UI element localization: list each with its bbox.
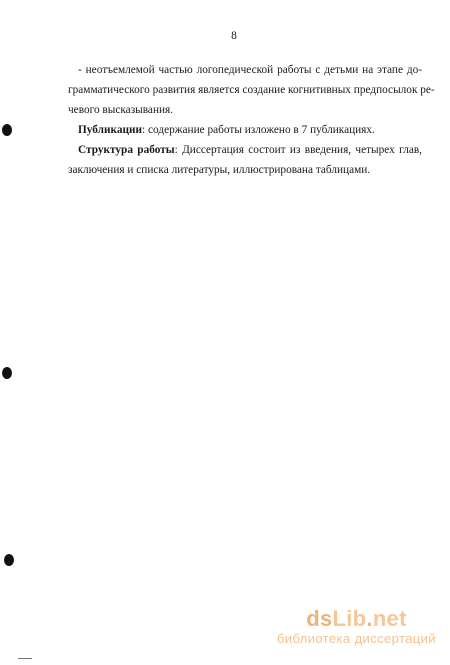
- text-line: грамматического развития является создание когнитивных предпосылок ре-: [68, 84, 435, 96]
- publications-text: : содержание работы изложено в 7 публикациях.: [142, 124, 375, 136]
- punch-hole: [4, 554, 14, 566]
- text-line: заключения и списка литературы, иллюстрирована таблицами.: [68, 164, 371, 176]
- structure-label: Структура работы: [78, 144, 175, 156]
- page-number: 8: [231, 30, 237, 42]
- text-line: чевого высказывания.: [68, 104, 174, 116]
- page-edge-mark: [18, 658, 32, 659]
- punch-hole: [2, 367, 12, 379]
- watermark-logo: dsLib.net: [306, 606, 407, 631]
- text-line: - неотъемлемой частью логопедической работы с детьми на этапе до-: [78, 64, 422, 76]
- publications-label: Публикации: [78, 124, 143, 136]
- paragraph-structure: [68, 140, 423, 180]
- paragraph-publications: [78, 120, 422, 140]
- watermark-caption: библиотека диссертаций: [276, 631, 436, 646]
- structure-text: : Диссертация состоит из введения, четырех глав,: [174, 144, 423, 156]
- paragraph-cognitive: [68, 60, 435, 120]
- punch-hole: [2, 124, 12, 136]
- dslib-watermark: [277, 607, 436, 647]
